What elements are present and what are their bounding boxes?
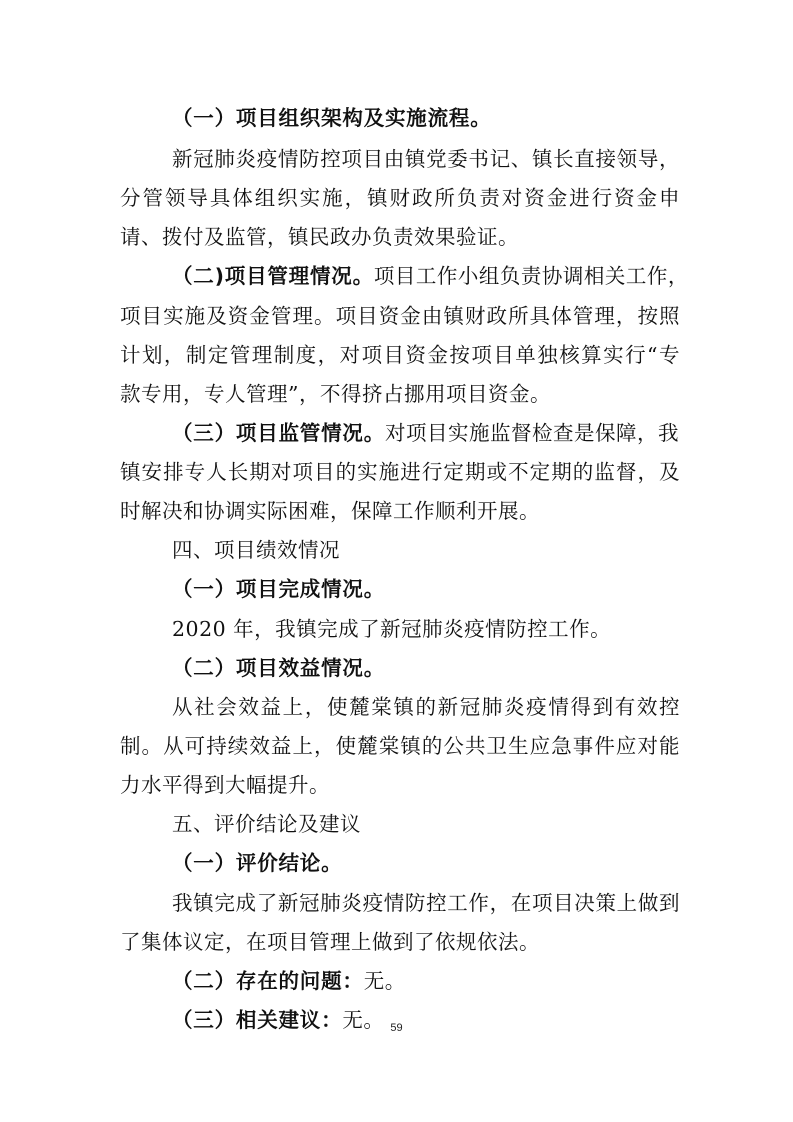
subsection-heading-benefit: （二）项目效益情况。 <box>172 656 385 680</box>
paragraph-line: 时解决和协调实际困难，保障工作顺利开展。 <box>120 499 540 523</box>
subsection-heading-issues: （二）存在的问题： <box>172 969 364 993</box>
paragraph-line <box>172 418 680 448</box>
paragraph-line: 分管领导具体组织实施，镇财政所负责对资金进行资金申 <box>120 186 680 210</box>
paragraph-text: 项目工作小组负责协调相关工作， <box>373 264 689 288</box>
paragraph-line: 计划，制定管理制度，对项目资金按项目单独核算实行“专 <box>120 343 680 367</box>
paragraph-text: 对项目实施监督检查是保障，我 <box>385 421 679 445</box>
paragraph-line: 款专用，专人管理”，不得挤占挪用项目资金。 <box>120 382 551 406</box>
paragraph-line: 2020 年，我镇完成了新冠肺炎疫情防控工作。 <box>172 617 612 641</box>
issues-value: 无。 <box>363 969 406 993</box>
section-heading-management: （二)项目管理情况。 <box>172 264 374 288</box>
paragraph-line: 请、拨付及监管，镇民政办负责效果验证。 <box>120 225 519 249</box>
paragraph-line <box>172 966 680 996</box>
page-number: 59 <box>390 1022 403 1034</box>
paragraph-line: 新冠肺炎疫情防控项目由镇党委书记、镇长直接领导， <box>172 147 680 171</box>
subsection-heading-evaluation: （一）评价结论。 <box>172 851 343 875</box>
paragraph-line <box>172 261 689 291</box>
paragraph-line: 镇安排专人长期对项目的实施进行定期或不定期的监督，及 <box>120 460 680 484</box>
section-heading-org: （一）项目组织架构及实施流程。 <box>172 106 492 130</box>
suggestions-value: 无。 <box>342 1008 385 1032</box>
paragraph-line: 我镇完成了新冠肺炎疫情防控工作，在项目决策上做到 <box>172 891 680 915</box>
paragraph-line: 制。从可持续效益上，使麓棠镇的公共卫生应急事件应对能 <box>120 734 680 758</box>
paragraph-line: 项目实施及资金管理。项目资金由镇财政所具体管理，按照 <box>120 304 680 328</box>
subsection-heading-completion: （一）项目完成情况。 <box>172 577 385 601</box>
paragraph-line: 了集体议定，在项目管理上做到了依规依法。 <box>120 930 540 954</box>
section-heading-conclusion: 五、评价结论及建议 <box>172 812 361 836</box>
subsection-heading-suggestions: （三）相关建议： <box>172 1008 343 1032</box>
paragraph-line: 力水平得到大幅提升。 <box>120 773 330 797</box>
section-heading-supervision: （三）项目监管情况。 <box>172 421 385 445</box>
paragraph-line: 从社会效益上，使麓棠镇的新冠肺炎疫情得到有效控 <box>172 695 680 719</box>
section-heading-performance: 四、项目绩效情况 <box>172 538 340 562</box>
